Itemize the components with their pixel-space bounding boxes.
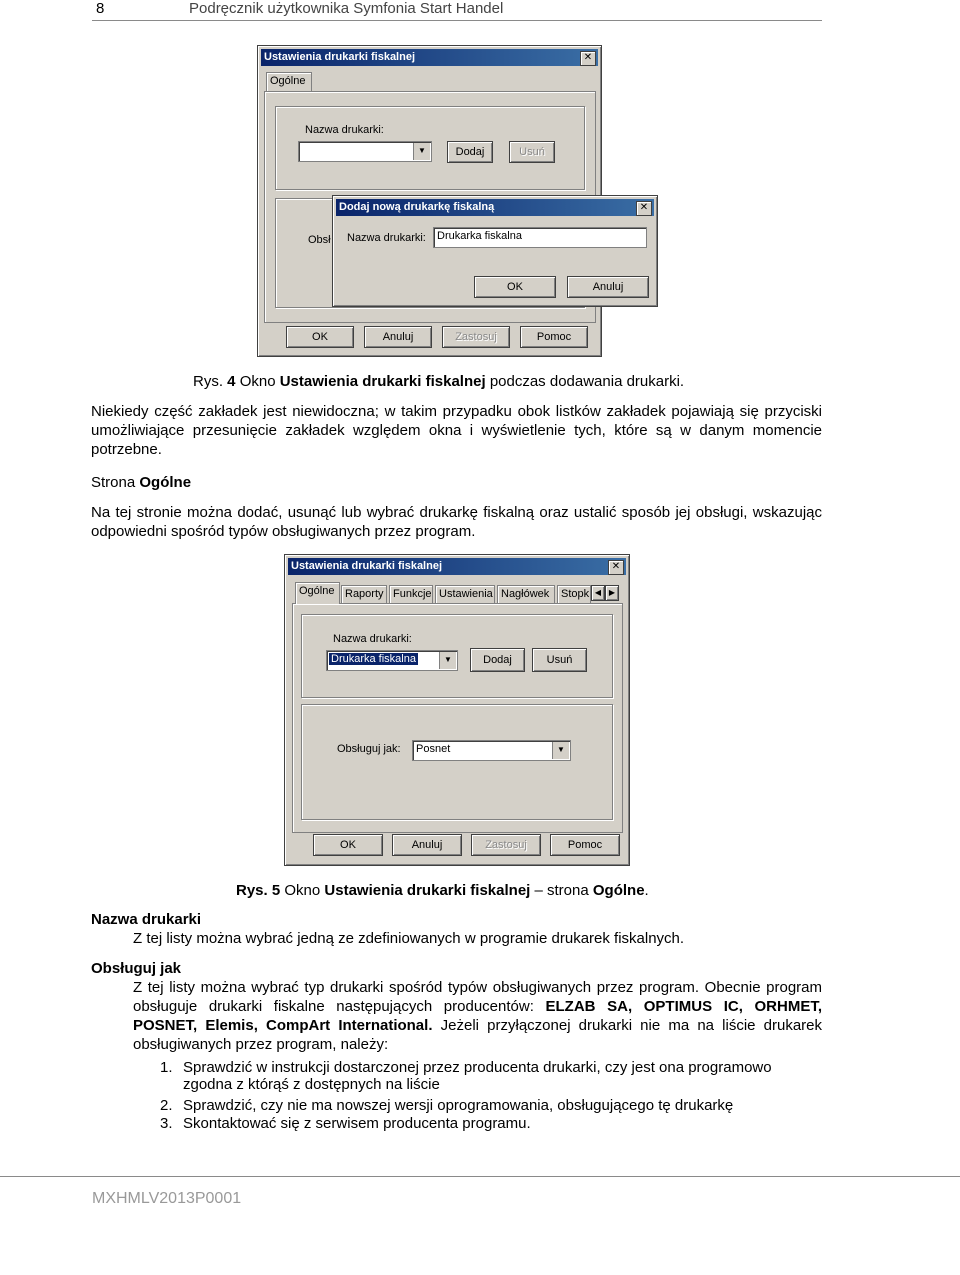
figure-5-caption: Rys. 5 Okno Ustawienia drukarki fiskalnej – strona Ogólne. [236,882,649,899]
tab-general[interactable]: Ogólne [295,582,340,604]
add-dialog-cancel-button[interactable]: Anuluj [567,276,649,298]
help-button[interactable]: Pomoc [550,834,620,856]
close-icon[interactable]: ✕ [636,201,652,216]
intro-paragraph: Niekiedy część zakładek jest niewidoczna; w takim przypadku obok listków zakładek pojawiają się przyciski umożliwiające przesunięcie zakładek względem okna i wyświetlenie tych, które są w danym momencie potrzebne. [91,403,822,458]
figure-4-caption: Rys. 4 Okno Ustawienia drukarki fiskalnej podczas dodawania drukarki. [193,373,685,390]
remove-button[interactable]: Usuń [532,648,587,672]
add-dialog-ok-button[interactable]: OK [474,276,556,298]
header-divider [92,20,822,21]
close-icon[interactable]: ✕ [580,51,596,66]
printer-name-combo[interactable] [326,650,458,671]
tab-reports[interactable]: Raporty [341,585,387,604]
tab-functions[interactable]: Funkcje [389,585,433,604]
page-number: 8 [96,0,105,17]
close-icon[interactable]: ✕ [608,560,624,575]
list-item: 2. [160,1097,173,1114]
tab-footer[interactable]: Stopk [557,585,591,604]
dialog-titlebar [261,49,598,66]
fiscal-printer-settings-general-dialog [284,554,630,866]
chevron-down-icon[interactable]: ▼ [413,143,430,160]
tab-settings[interactable]: Ustawienia [435,585,495,604]
list-item-text: Skontaktować się z serwisem producenta programu. [183,1115,531,1132]
handle-as-label: Obsługuj jak: [337,743,401,755]
tab-header[interactable]: Nagłówek [497,585,555,604]
help-button[interactable]: Pomoc [520,326,588,348]
list-item-text: Sprawdzić, czy nie ma nowszej wersji oprogramowania, obsługującego tę drukarkę [183,1097,734,1114]
term-handle-as: Obsługuj jak [91,960,182,977]
ok-button[interactable]: OK [286,326,354,348]
tab-scroll-left-icon[interactable]: ◀ [591,585,605,601]
dialog-title: Ustawienia drukarki fiskalnej [264,51,416,63]
printer-name-combo[interactable] [298,141,432,162]
apply-button[interactable]: Zastosuj [442,326,510,348]
add-button[interactable]: Dodaj [447,141,493,163]
cancel-button[interactable]: Anuluj [364,326,432,348]
tab-panel [292,603,623,833]
footer-divider [0,1176,960,1177]
list-item: 1. [160,1059,173,1076]
chevron-down-icon[interactable]: ▼ [439,652,456,669]
add-button[interactable]: Dodaj [470,648,525,672]
desc-printer-name: Z tej listy można wybrać jedną ze zdefiniowanych w programie drukarek fiskalnych. [133,930,685,947]
term-printer-name: Nazwa drukarki [91,911,202,928]
list-item-text: Sprawdzić w instrukcji dostarczonej przez producenta drukarki, czy jest ona programowo zgodna z którąś z dostępnych na liście [183,1059,772,1093]
section-paragraph: Na tej stronie można dodać, usunąć lub wybrać drukarkę fiskalną oraz ustalić sposób jej obsługi, wskazując odpowiedni spośród typów obsługiwanych przez program. [91,504,822,540]
printer-name-label: Nazwa drukarki: [333,633,412,645]
add-dialog-name-label: Nazwa drukarki: [347,232,426,244]
printer-name-field[interactable]: Drukarka fiskalna [433,227,647,248]
section-heading: Strona Ogólne [91,474,192,491]
dialog2-titlebar [288,558,626,575]
document-code: MXHMLV2013P0001 [92,1190,242,1207]
document-title: Podręcznik użytkownika Symfonia Start Handel [189,0,504,17]
chevron-down-icon[interactable]: ▼ [552,742,569,759]
ok-button[interactable]: OK [313,834,383,856]
add-dialog-titlebar [336,199,654,216]
add-dialog-title: Dodaj nową drukarkę fiskalną [339,201,495,213]
tab-scroll-right-icon[interactable]: ▶ [605,585,619,601]
handle-as-group [301,704,613,820]
printer-name-label: Nazwa drukarki: [305,124,384,136]
cancel-button[interactable]: Anuluj [392,834,462,856]
printer-name-value: Drukarka fiskalna [331,653,416,665]
desc-handle-as: Z tej listy można wybrać typ drukarki spośród typów obsługiwanych przez program. Obecnie program obsługuje drukarki fiskalne następujących producentów: ELZAB SA, OPTIMUS IC, ORHMET, POSNET, Elemis, CompArt International. Jeżeli przyłączonej drukarki nie ma na liście drukarek obsługiwanych przez program, należy: [133,979,822,1053]
dialog2-title: Ustawienia drukarki fiskalnej [291,560,443,572]
list-item: 3. [160,1115,173,1132]
tab-general[interactable]: Ogólne [266,72,312,92]
apply-button[interactable]: Zastosuj [471,834,541,856]
add-printer-dialog [332,195,658,307]
remove-button[interactable]: Usuń [509,141,555,163]
handle-as-value: Posnet [416,743,451,755]
handle-as-combo[interactable] [412,740,571,761]
handle-as-label: Obsł [308,234,331,246]
